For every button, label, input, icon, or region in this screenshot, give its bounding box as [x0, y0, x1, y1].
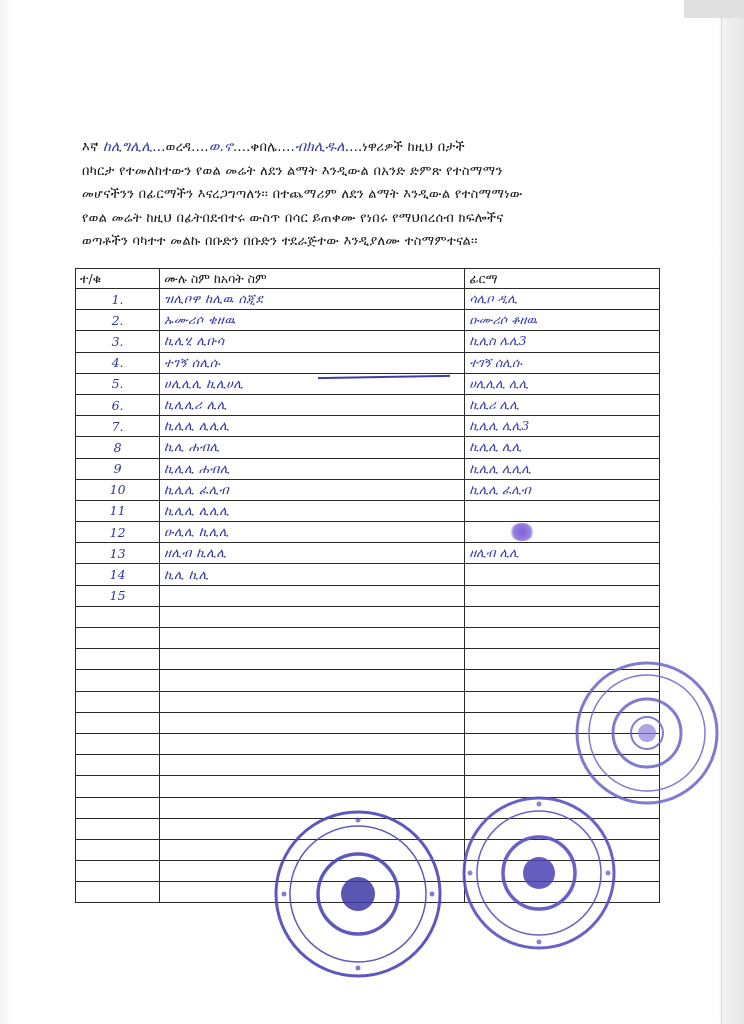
row-number: 13	[76, 543, 160, 564]
row-number	[76, 839, 160, 860]
table-row	[76, 606, 660, 627]
declaration-line-4: የወል መሬት ከዚህ በፊትበደብተሩ ውስጥ በሳር ይጠቀሙ የነበሩ የማህበረሰብ ክፍሎችና	[82, 210, 504, 226]
row-full-name	[160, 649, 465, 670]
official-seal-bottom-left	[272, 808, 444, 980]
row-number: 12	[76, 522, 160, 543]
row-number: 15	[76, 585, 160, 606]
intro-kebele-label: ....ቀበሌ....	[232, 140, 295, 155]
table-row	[76, 500, 660, 521]
intro-we: እኛ	[82, 140, 99, 155]
table-row	[76, 670, 660, 691]
row-full-name: ኪሊሊ ፈሊብ	[160, 479, 465, 500]
table-row	[76, 755, 660, 776]
row-full-name	[160, 628, 465, 649]
row-full-name: ኪሊሊ ሊሊሊ	[160, 416, 465, 437]
row-signature: ዑሙሪሶ ቆዘዉ	[465, 310, 660, 331]
handwritten-area: ከሊግሊሊ	[103, 139, 153, 155]
table-row	[76, 543, 660, 564]
row-full-name	[160, 691, 465, 712]
table-row	[76, 628, 660, 649]
table-row	[76, 437, 660, 458]
row-number: 5.	[76, 373, 160, 394]
thumbprint-mark	[509, 523, 535, 541]
row-signature: ተገኝ ሰሊሱ	[465, 352, 660, 373]
row-number: 10	[76, 479, 160, 500]
table-row	[76, 649, 660, 670]
table-row	[76, 712, 660, 733]
row-signature: ኪሊሊ ሊሊ3	[465, 416, 660, 437]
row-number: 4.	[76, 352, 160, 373]
row-full-name: ኪሊሂ ሊቡሳ	[160, 331, 465, 352]
row-number	[76, 649, 160, 670]
row-number	[76, 755, 160, 776]
row-full-name	[160, 776, 465, 797]
row-signature: ሀሊሊሊ ሊሊ	[465, 373, 660, 394]
row-number: 6.	[76, 394, 160, 415]
handwritten-kebele: ብክሊዱለ	[294, 139, 345, 155]
intro-woreda-label: ...ወረዳ....	[152, 140, 209, 155]
header-signature: ፊርማ	[465, 269, 660, 289]
table-row	[76, 331, 660, 352]
table-row	[76, 585, 660, 606]
row-full-name	[160, 712, 465, 733]
declaration-text	[82, 136, 662, 254]
row-number	[76, 797, 160, 818]
row-number: 14	[76, 564, 160, 585]
table-row	[76, 458, 660, 479]
row-number	[76, 628, 160, 649]
row-number	[76, 606, 160, 627]
row-signature: ዘሊብ ሊሊ	[465, 543, 660, 564]
table-row	[76, 289, 660, 310]
row-signature: ኪሊሊ ሊሊሊ	[465, 458, 660, 479]
row-full-name: ኪሊሊ ሊሊሊ	[160, 500, 465, 521]
row-signature	[465, 585, 660, 606]
row-signature: ኪሊሊ ፈሊብ	[465, 479, 660, 500]
row-full-name: ተገኝ ሰሊሱ	[160, 352, 465, 373]
table-row	[76, 394, 660, 415]
row-full-name: ዑሊሊ ኪሊሊ	[160, 522, 465, 543]
row-number: 3.	[76, 331, 160, 352]
header-number: ተ/ቁ	[76, 269, 160, 289]
row-signature: ኪሊሪ ሊሊ	[465, 394, 660, 415]
row-signature	[465, 522, 660, 543]
row-number	[76, 776, 160, 797]
row-number: 8	[76, 437, 160, 458]
table-row	[76, 522, 660, 543]
header-full-name: ሙሉ ስም ከአባት ስም	[160, 269, 465, 289]
row-number: 2.	[76, 310, 160, 331]
table-row	[76, 479, 660, 500]
declaration-line-5: ወጣቶችን ባካተተ መልኩ በቡድን በቡድን ተደራጅተው እንዲያለሙ ተስማምተናል፡፡	[82, 234, 478, 249]
row-number	[76, 882, 160, 903]
row-full-name	[160, 733, 465, 754]
scan-corner	[684, 0, 744, 18]
row-full-name: ሀሊሊሊ ኪሊሀሊ	[160, 373, 465, 394]
row-number	[76, 712, 160, 733]
row-signature: ኪሊስ ሌሊ3	[465, 331, 660, 352]
row-signature	[465, 606, 660, 627]
row-full-name: ኡሙሪሶ ቄዘዉ	[160, 310, 465, 331]
row-number	[76, 818, 160, 839]
row-number: 7.	[76, 416, 160, 437]
row-signature	[465, 628, 660, 649]
table-header-row	[76, 269, 660, 289]
row-number: 11	[76, 500, 160, 521]
row-full-name: ኪሊሊ ሐብሊ	[160, 458, 465, 479]
row-number	[76, 691, 160, 712]
declaration-line-3: መሆናችንን በፊርማችን እናረጋግጣለን፡፡ በተጨማሪም ለደን ልማት እንዲውል የተስማማነው	[82, 187, 523, 202]
row-number	[76, 670, 160, 691]
row-number	[76, 861, 160, 882]
row-full-name: ኪሊ ኪሊ	[160, 564, 465, 585]
row-signature: ኪሊሊ ሊሊ	[465, 437, 660, 458]
table-row	[76, 352, 660, 373]
row-full-name	[160, 670, 465, 691]
intro-residents: ....ነዋሪዎች ከዚህ በታች	[344, 140, 466, 155]
table-row	[76, 564, 660, 585]
handwritten-woreda: ወ.ኖ	[208, 139, 233, 155]
table-row	[76, 691, 660, 712]
row-full-name	[160, 755, 465, 776]
row-signature	[465, 500, 660, 521]
table-row	[76, 733, 660, 754]
row-full-name: ኪሊ ሐብሊ	[160, 437, 465, 458]
declaration-line-2: በካርታ የተመለከተውን የወል መሬት ለደን ልማት እንዲውል በአንድ ድምጽ የተስማማን	[82, 163, 503, 179]
row-full-name: ዘሊብ ኪሊሊ	[160, 543, 465, 564]
table-row	[76, 310, 660, 331]
table-row	[76, 416, 660, 437]
row-number: 1.	[76, 289, 160, 310]
row-number	[76, 733, 160, 754]
row-number: 9	[76, 458, 160, 479]
scan-edge	[721, 0, 744, 1024]
row-signature: ሳሊቦ ዲሊ	[465, 289, 660, 310]
official-seal-right	[574, 660, 720, 806]
row-signature	[465, 564, 660, 585]
official-seal-bottom-right	[460, 794, 618, 952]
declaration-line-1	[82, 136, 662, 160]
row-full-name: ዝሊቦዋ ከሊዉ ሰጂደ	[160, 289, 465, 310]
row-full-name: ኪሊሊሪ ሊሊ	[160, 394, 465, 415]
row-full-name	[160, 606, 465, 627]
row-full-name	[160, 585, 465, 606]
